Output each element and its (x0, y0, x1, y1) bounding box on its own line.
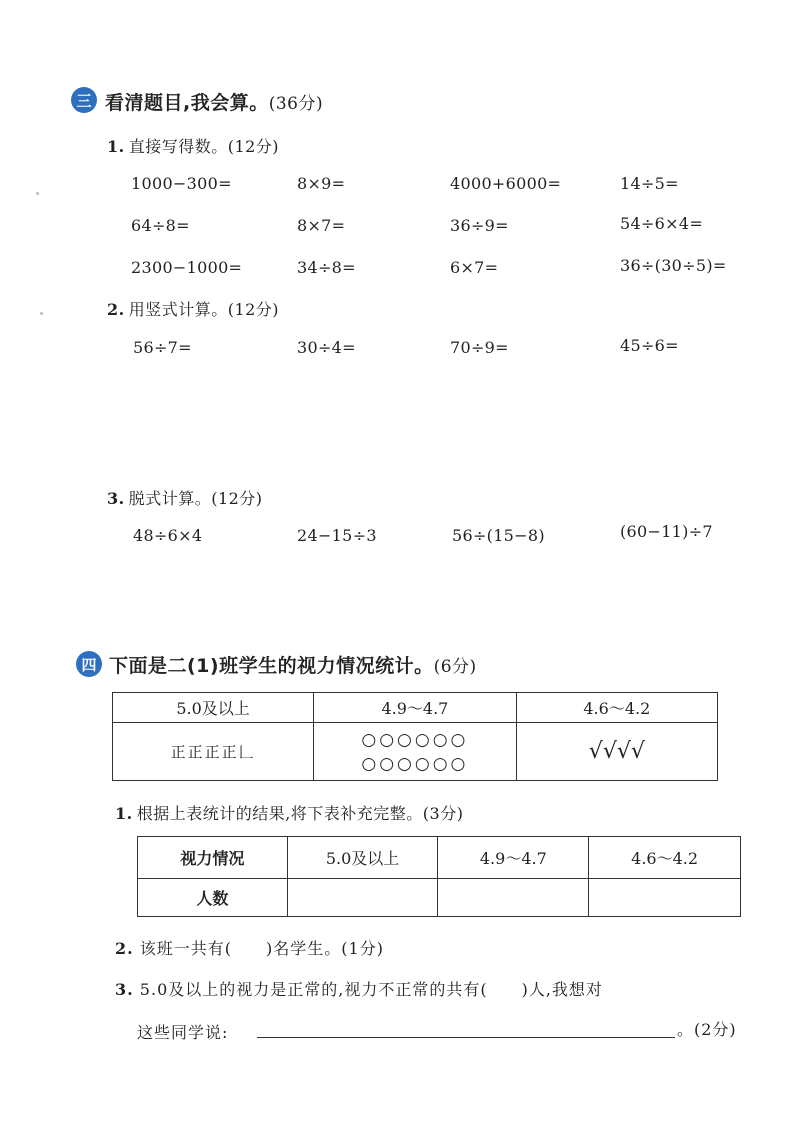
answer-prefix: 这些同学说: (137, 1023, 229, 1042)
table-header-cell: 4.9～4.7 (314, 693, 517, 723)
problem: 30÷4= (297, 338, 356, 357)
answer-suffix: 。(2分) (677, 1020, 737, 1039)
question-text: 直接写得数。(12分) (128, 137, 280, 156)
question-number: 2. (107, 300, 125, 319)
section-points: (36分) (268, 94, 324, 114)
question-text: 该班一共有( )名学生。(1分) (139, 939, 384, 958)
fill-table (137, 836, 741, 917)
problem: 36÷(30÷5)= (620, 256, 727, 275)
problem: 2300−1000= (131, 258, 243, 277)
circle-marks (314, 723, 517, 781)
problem: 8×9= (297, 174, 346, 193)
question-number: 3. (115, 980, 134, 999)
circle-row: ○○○○○○ (361, 753, 469, 774)
question-line (115, 977, 603, 1000)
circle-row: ○○○○○○ (361, 729, 469, 750)
question-text: 脱式计算。(12分) (128, 489, 263, 508)
fill-table-row-label: 视力情况 (138, 837, 288, 879)
fill-table-answer-cell[interactable] (589, 879, 741, 917)
problem: 48÷6×4 (133, 526, 203, 545)
problem: 36÷9= (450, 216, 509, 235)
question-number: 1. (107, 137, 125, 156)
fill-table-answer-cell[interactable] (287, 879, 438, 917)
problem: 45÷6= (620, 336, 679, 355)
question-text: 5.0及以上的视力是正常的,视力不正常的共有( )人,我想对 (139, 980, 603, 999)
problem: 4000+6000= (450, 174, 562, 193)
problem: 34÷8= (297, 258, 356, 277)
fill-table-row-label: 人数 (138, 879, 288, 917)
section-title-text: 看清题目,我会算。 (105, 92, 269, 114)
question-text: 根据上表统计的结果,将下表补充完整。(3分) (136, 804, 464, 823)
problem: 8×7= (297, 216, 346, 235)
problem: 1000−300= (131, 174, 232, 193)
question-number: 1. (115, 804, 133, 823)
table-header-cell: 4.6～4.2 (516, 693, 717, 723)
section-badge-3: 三 (71, 87, 97, 113)
answer-line[interactable] (257, 1037, 675, 1038)
question-title (107, 297, 279, 320)
fill-table-header-cell: 4.9～4.7 (438, 837, 589, 879)
problem: 54÷6×4= (620, 214, 704, 233)
section-title-4 (109, 651, 477, 678)
scan-dot (36, 192, 39, 195)
question-number: 2. (115, 939, 134, 958)
section-points: (6分) (433, 657, 477, 677)
tally-marks: 正正正正𠃊 (113, 723, 314, 781)
tally-table (112, 692, 718, 781)
check-marks: √√√√ (516, 723, 717, 781)
problem: 64÷8= (131, 216, 190, 235)
question-line (115, 936, 384, 959)
problem: 6×7= (450, 258, 499, 277)
problem: 56÷7= (133, 338, 192, 357)
section-badge-4: 四 (76, 651, 102, 677)
fill-table-header-cell: 5.0及以上 (287, 837, 438, 879)
scan-dot (40, 312, 43, 315)
fill-table-answer-cell[interactable] (438, 879, 589, 917)
problem: 70÷9= (450, 338, 509, 357)
table-header-cell: 5.0及以上 (113, 693, 314, 723)
question-text: 用竖式计算。(12分) (128, 300, 280, 319)
problem: 14÷5= (620, 174, 679, 193)
section-title-text: 下面是二(1)班学生的视力情况统计。 (109, 655, 434, 677)
question-title (107, 134, 279, 157)
problem: 56÷(15−8) (452, 526, 545, 545)
question-title (107, 486, 263, 509)
problem: 24−15÷3 (297, 526, 377, 545)
question-title (115, 801, 463, 824)
section-title-3 (105, 88, 323, 115)
question-number: 3. (107, 489, 125, 508)
problem: (60−11)÷7 (620, 522, 713, 541)
fill-table-header-cell: 4.6～4.2 (589, 837, 741, 879)
